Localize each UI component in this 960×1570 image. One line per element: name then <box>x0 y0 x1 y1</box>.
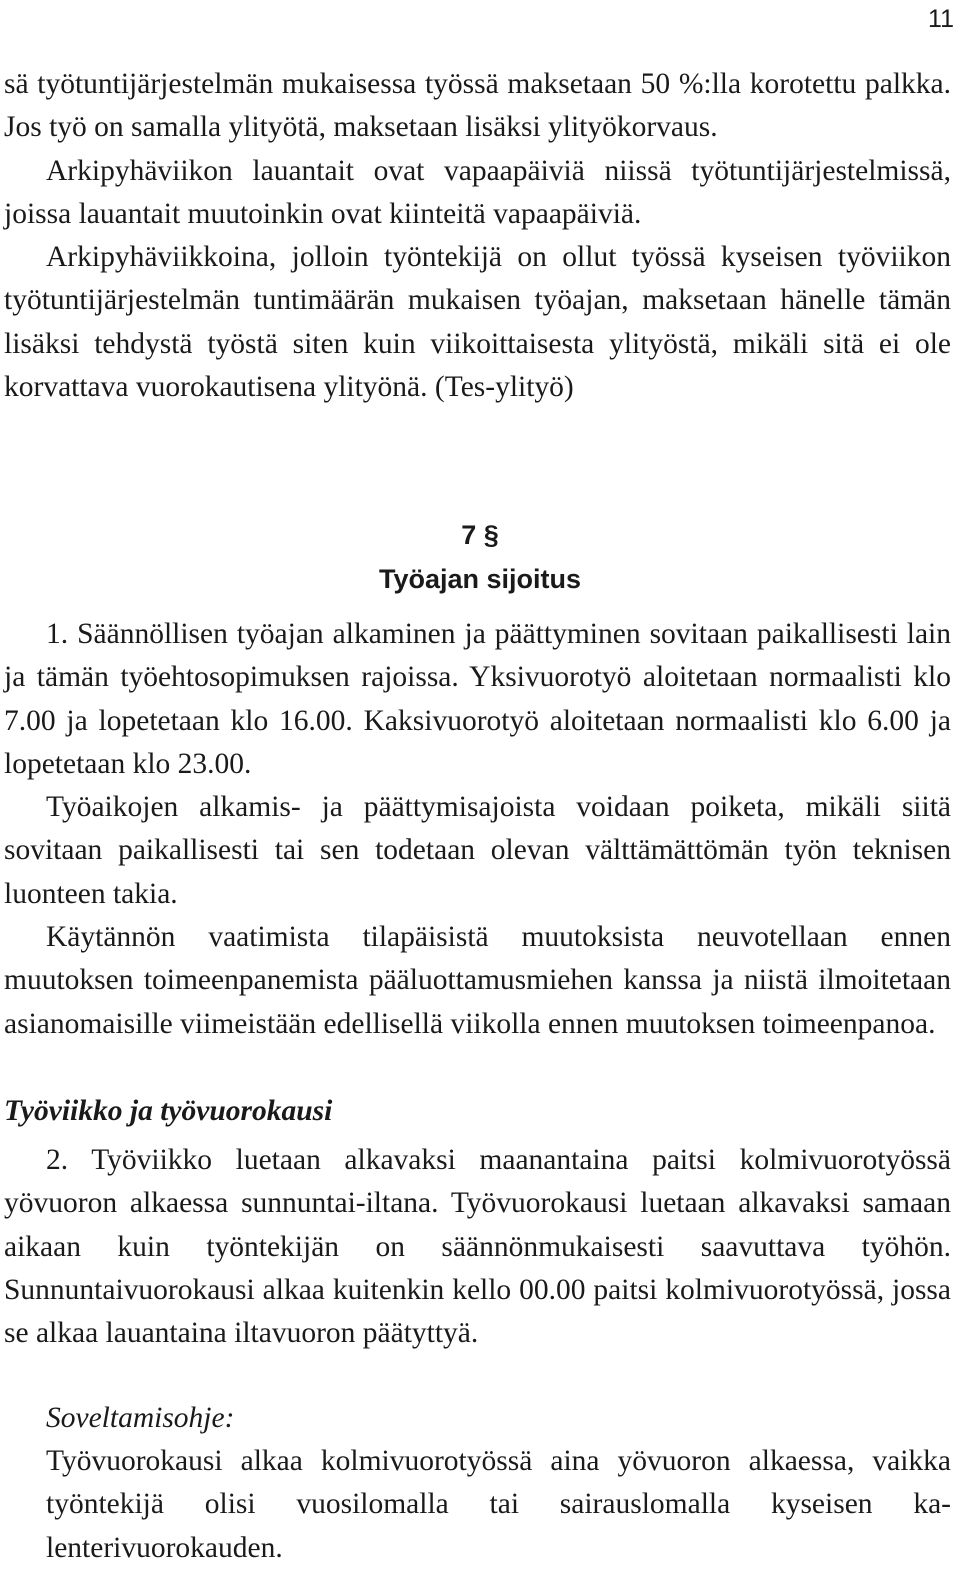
paragraph: Arkipyhäviikon lauantait ovat vapaapäiviä niissä työtuntijärjestelmissä, joissa lauantait muutoinkin ovat kiinteitä vapaapäiviä. <box>4 154 951 230</box>
page-number: 11 <box>928 5 954 33</box>
guidance-label: Soveltamisohje: <box>46 1402 235 1434</box>
paragraph: Työaikojen alkamis- ja päättymisajoista voidaan poiketa, mikäli siitä sovitaan paikallisesti tai sen todetaan olevan välttämättömän työn teknisen luonteen takia. <box>4 791 951 910</box>
section-text <box>4 613 951 1046</box>
subsection-title: Työviikko ja työvuorokausi <box>4 1095 333 1127</box>
paragraph: sä työtuntijärjestelmän mukaisessa työssä maksetaan 50 %:lla korotettu palkka. Jos työ on samalla ylityötä, maksetaan lisäksi ylityökorvaus. <box>4 68 951 144</box>
section-title: Työajan sijoitus <box>378 564 582 594</box>
paragraph: 1. Säännöllisen työajan alkaminen ja päättyminen sovitaan paikallisesti lain ja tämän työehtosopimuksen rajoissa. Yksivuorotyö aloitetaan normaalisti klo 7.00 ja lopetetaan klo 16.00. Kaksivuorotyö aloitetaan normaalisti klo 6.00 ja lopetetaan klo 23.00. <box>4 618 951 780</box>
paragraph: 2. Työviikko luetaan alkavaksi maanantaina paitsi kolmivuorotyössä yövuoron alkaessa sunnuntai-iltana. Työvuorokausi luetaan alkavaksi samaan aikaan kuin työntekijän on säännönmukaisesti saavuttava työhön. Sunnuntaivuorokausi alkaa kuitenkin kello 00.00 paitsi kolmivuorotyössä, jossa se alkaa lauantaina iltavuoron päätyttyä. <box>4 1144 951 1350</box>
section-number: 7 § <box>461 520 499 550</box>
intro-text <box>4 63 951 409</box>
paragraph: Käytännön vaatimista tilapäisistä muutoksista neuvotellaan ennen muutoksen toimeenpanemista pääluottamusmiehen kanssa ja niistä ilmoitetaan asianomaisille viimeistään edellisellä viikolla ennen muutoksen toimeenpanoa. <box>4 921 951 1040</box>
paragraph: Työvuorokausi alkaa kolmivuorotyössä aina yövuoron alkaessa, vaikka työntekijä olisi vuosilomalla tai sairauslomalla kyseisen kalenterivuorokauden. <box>46 1445 951 1564</box>
subsection-text <box>4 1139 951 1355</box>
paragraph: Arkipyhäviikkoina, jolloin työntekijä on ollut työssä kyseisen työviikon työtuntijärjestelmän tuntimäärän mukaisen työajan, maksetaan hänelle tämän lisäksi tehdystä työstä siten kuin viikoittaisesta ylityöstä, mikäli sitä ei ole korvattava vuorokautisena ylityönä. (Tes-ylityö) <box>4 241 951 404</box>
guidance-text <box>4 1440 951 1570</box>
